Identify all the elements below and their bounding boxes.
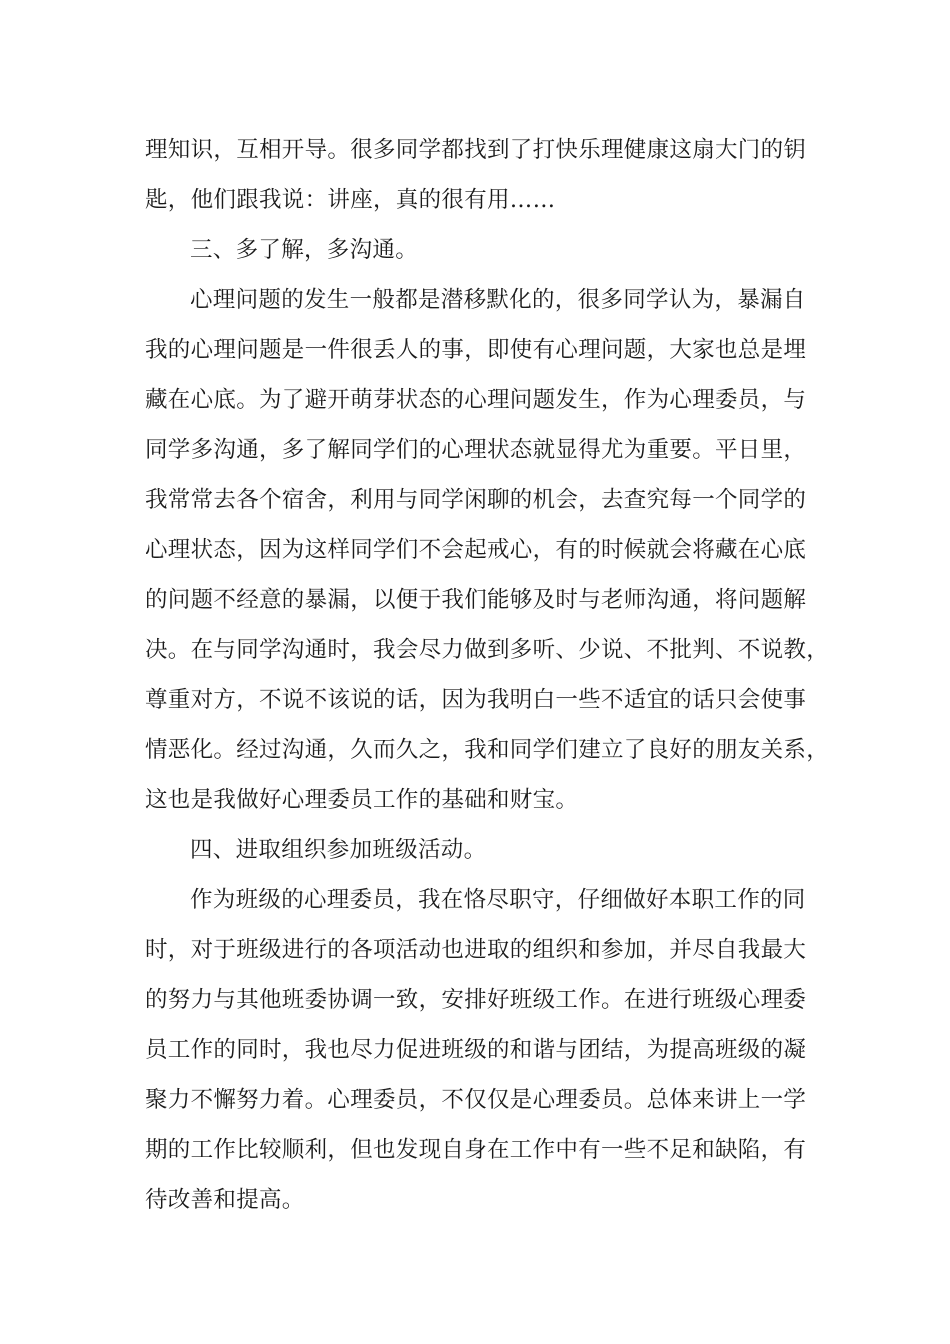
text-line: 心理问题的发生一般都是潜移默化的，很多同学认为，暴漏自 bbox=[190, 287, 806, 313]
text-line: 尊重对方，不说不该说的话，因为我明白一些不适宜的话只会使事 bbox=[145, 687, 807, 713]
text-line: 作为班级的心理委员，我在恪尽职守，仔细做好本职工作的同 bbox=[190, 887, 806, 913]
text-line: 心理状态，因为这样同学们不会起戒心，有的时候就会将藏在心底 bbox=[145, 537, 807, 563]
text-line: 我的心理问题是一件很丢人的事，即使有心理问题，大家也总是埋 bbox=[145, 337, 807, 363]
text-line: 的问题不经意的暴漏，以便于我们能够及时与老师沟通，将问题解 bbox=[145, 587, 807, 613]
text-line: 决。在与同学沟通时，我会尽力做到多听、少说、不批判、不说教， bbox=[145, 637, 830, 663]
text-line: 这也是我做好心理委员工作的基础和财宝。 bbox=[145, 787, 579, 813]
text-line: 时，对于班级进行的各项活动也进取的组织和参加，并尽自我最大 bbox=[145, 937, 807, 963]
text-line: 藏在心底。为了避开萌芽状态的心理问题发生，作为心理委员，与 bbox=[145, 387, 807, 413]
text-line: 员工作的同时，我也尽力促进班级的和谐与团结，为提高班级的凝 bbox=[145, 1037, 807, 1063]
text-line: 匙，他们跟我说：讲座，真的很有用…… bbox=[145, 187, 556, 213]
section-heading: 三、多了解，多沟通。 bbox=[190, 237, 419, 263]
text-line: 同学多沟通，多了解同学们的心理状态就显得尤为重要。平日里， bbox=[145, 437, 807, 463]
section-heading: 四、进取组织参加班级活动。 bbox=[190, 837, 487, 863]
text-line: 的努力与其他班委协调一致，安排好班级工作。在进行班级心理委 bbox=[145, 987, 807, 1013]
text-line: 情恶化。经过沟通，久而久之，我和同学们建立了良好的朋友关系， bbox=[145, 737, 830, 763]
text-line: 理知识，互相开导。很多同学都找到了打快乐理健康这扇大门的钥 bbox=[145, 137, 807, 163]
text-line: 聚力不懈努力着。心理委员，不仅仅是心理委员。总体来讲上一学 bbox=[145, 1087, 807, 1113]
text-line: 我常常去各个宿舍，利用与同学闲聊的机会，去查究每一个同学的 bbox=[145, 487, 807, 513]
text-line: 待改善和提高。 bbox=[145, 1187, 305, 1213]
text-line: 期的工作比较顺利，但也发现自身在工作中有一些不足和缺陷，有 bbox=[145, 1137, 807, 1163]
